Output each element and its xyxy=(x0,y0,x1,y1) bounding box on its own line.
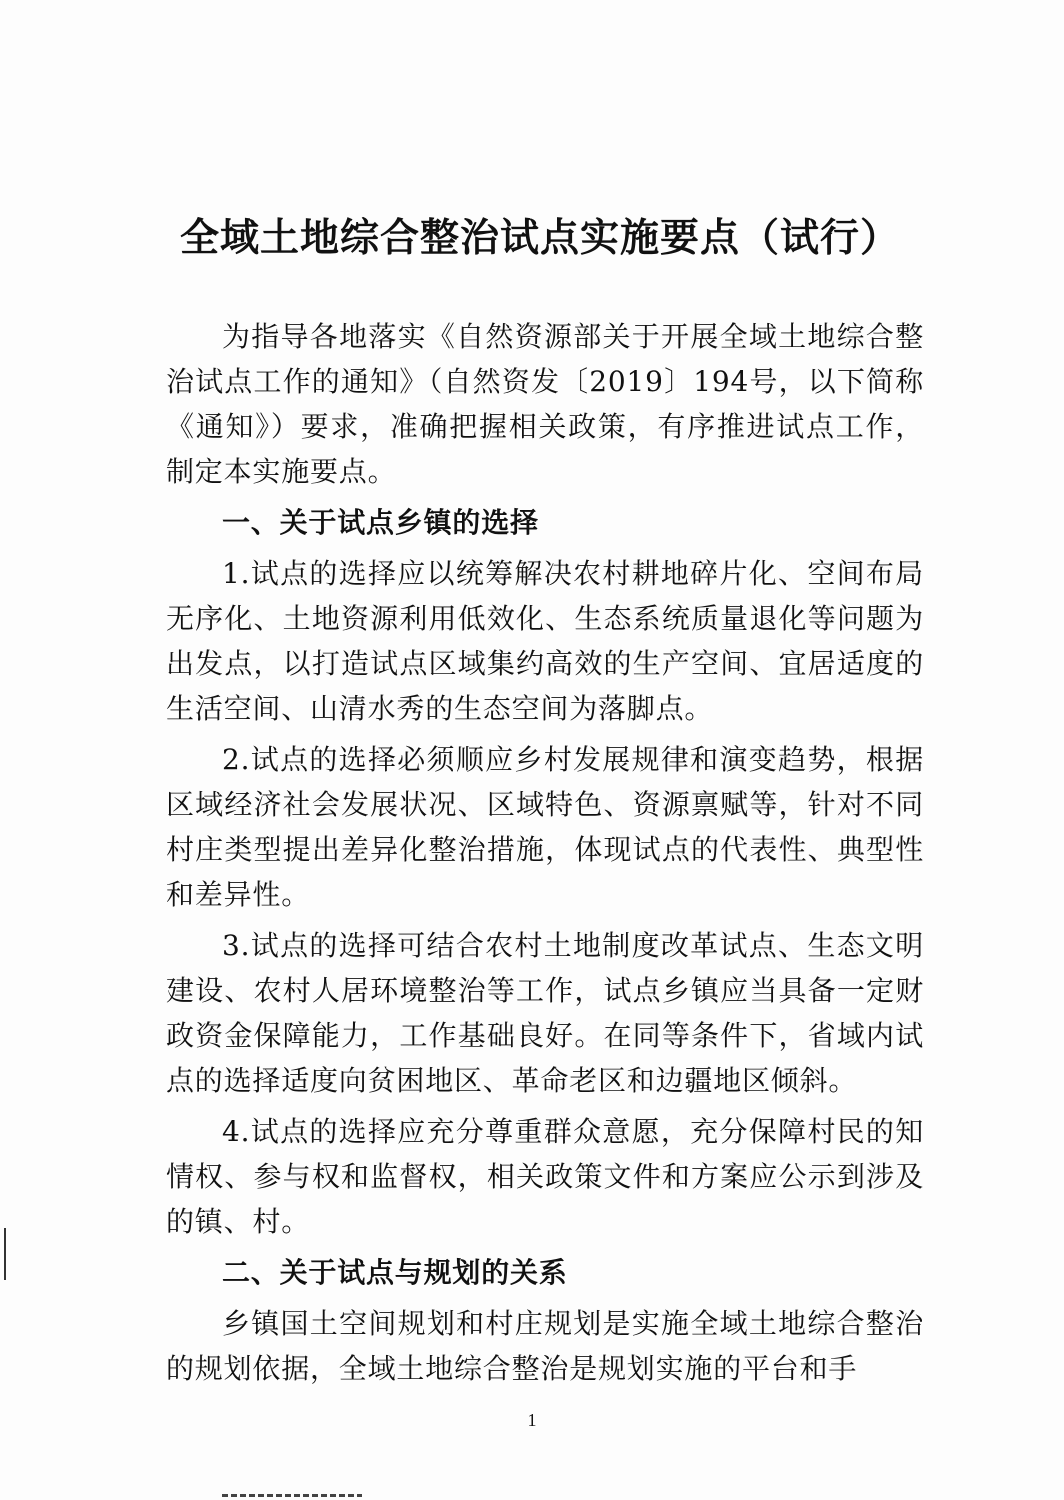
page-number: 1 xyxy=(527,1410,537,1430)
section-1-item-2: 2.试点的选择必须顺应乡村发展规律和演变趋势，根据区域经济社会发展状况、区域特色、资源禀赋等，针对不同村庄类型提出差异化整治措施，体现试点的代表性、典型性和差异性。 xyxy=(166,743,924,911)
scan-artifact-bottom xyxy=(222,1494,362,1497)
section-1-item-3: 3.试点的选择可结合农村土地制度改革试点、生态文明建设、农村人居环境整治等工作，试点乡镇应当具备一定财政资金保障能力，工作基础良好。在同等条件下，省域内试点的选择适度向贫困地区、革命老区和边疆地区倾斜。 xyxy=(166,929,924,1097)
section-1-heading: 一、关于试点乡镇的选择 xyxy=(222,506,539,539)
section-2-heading: 二、关于试点与规划的关系 xyxy=(222,1256,568,1289)
scan-artifact-left xyxy=(4,1228,6,1280)
section-2-paragraph: 乡镇国土空间规划和村庄规划是实施全域土地综合整治的规划依据，全域土地综合整治是规划实施的平台和手 xyxy=(166,1307,924,1385)
document-body xyxy=(166,314,924,1397)
section-1-item-4: 4.试点的选择应充分尊重群众意愿，充分保障村民的知情权、参与权和监督权，相关政策文件和方案应公示到涉及的镇、村。 xyxy=(166,1115,924,1238)
section-1-item-1: 1.试点的选择应以统筹解决农村耕地碎片化、空间布局无序化、土地资源利用低效化、生态系统质量退化等问题为出发点，以打造试点区域集约高效的生产空间、宜居适度的生活空间、山清水秀的生态空间为落脚点。 xyxy=(166,557,924,725)
document-title: 全域土地综合整治试点实施要点（试行） xyxy=(179,215,900,261)
intro-paragraph: 为指导各地落实《自然资源部关于开展全域土地综合整治试点工作的通知》（自然资发〔2019〕194号，以下简称《通知》）要求，准确把握相关政策，有序推进试点工作，制定本实施要点。 xyxy=(166,320,924,488)
